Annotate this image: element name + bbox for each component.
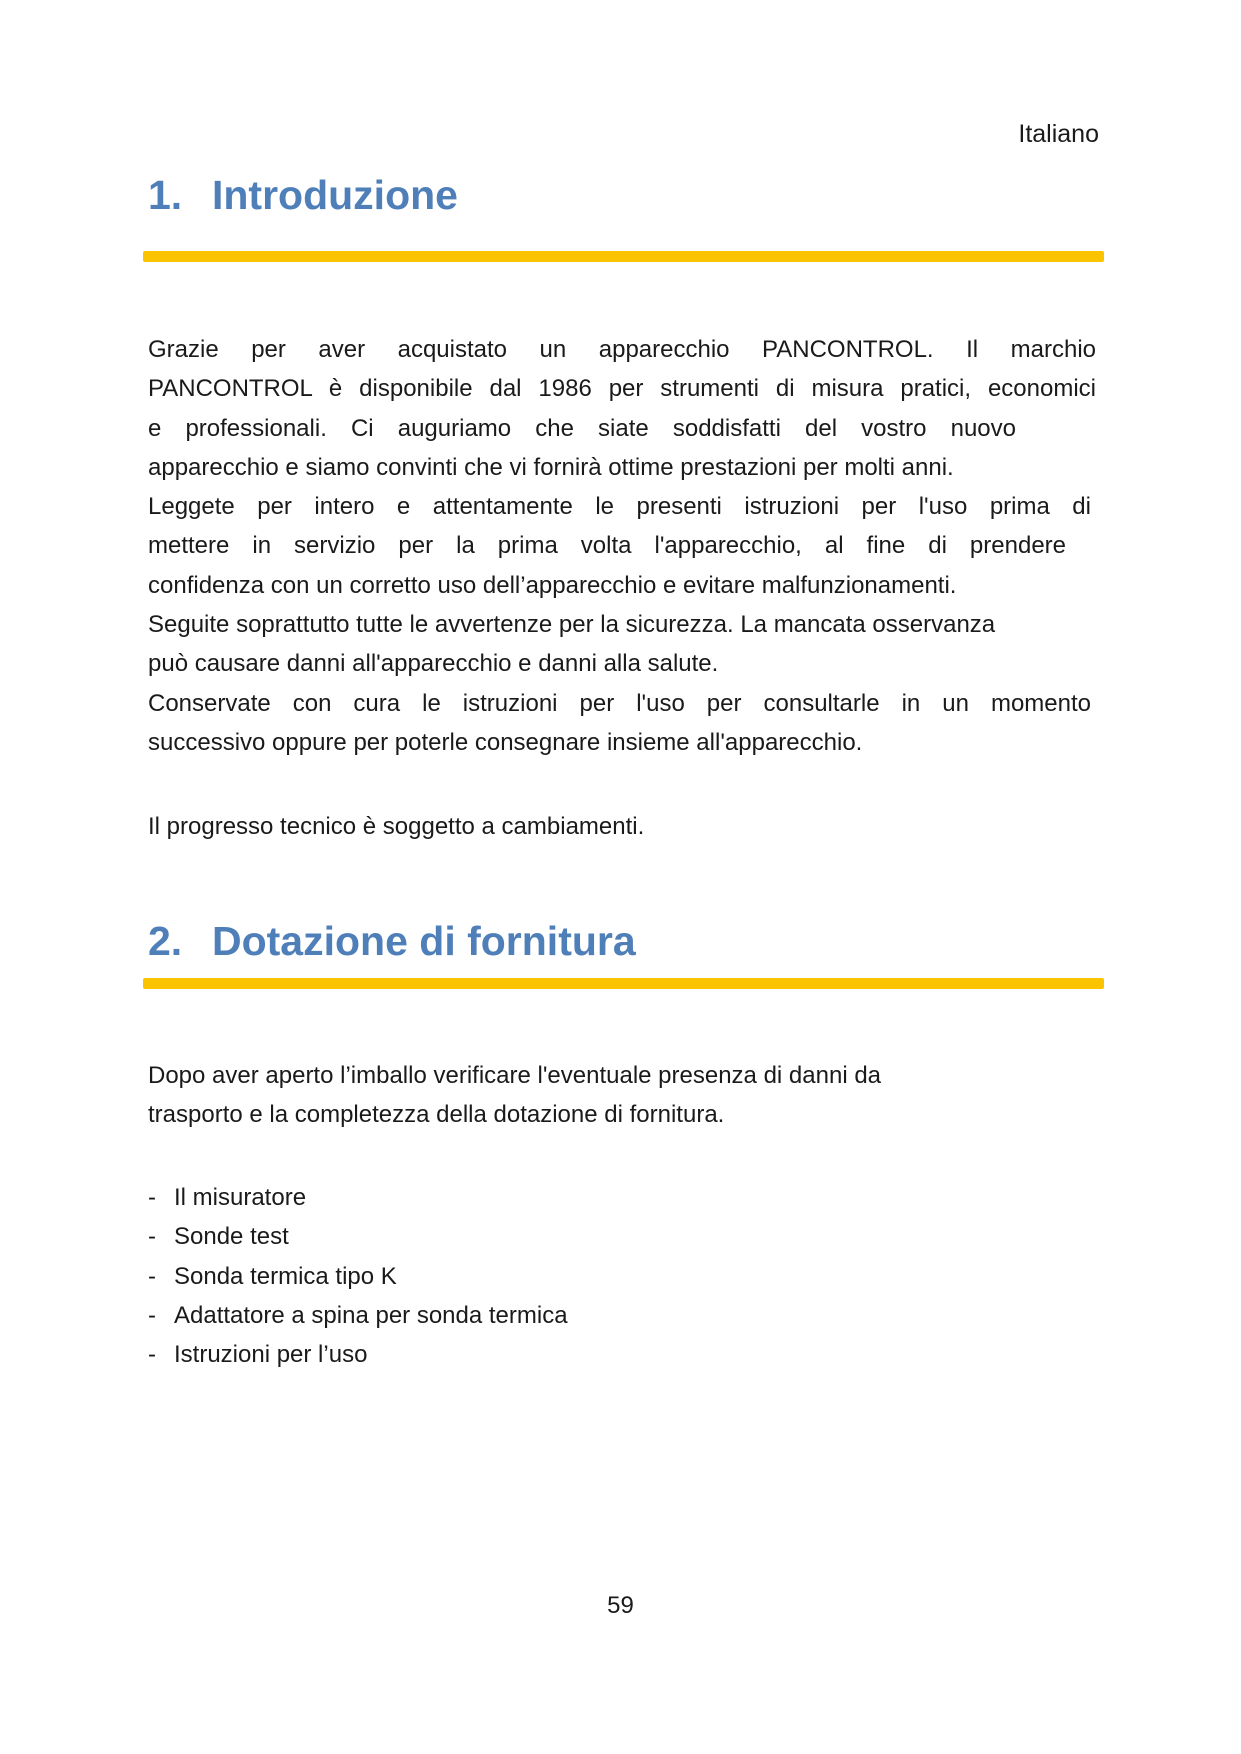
- list-item-text: Adattatore a spina per sonda termica: [174, 1301, 568, 1329]
- list-item: [148, 1178, 568, 1217]
- language-label: Italiano: [1018, 120, 1099, 148]
- paragraph-line: mettere in servizio per la prima volta l'apparecchio, al fine di prendere: [148, 532, 1066, 560]
- list-item-text: Sonda termica tipo K: [174, 1262, 397, 1290]
- section-title: Introduzione: [212, 172, 458, 218]
- page-number: 59: [607, 1592, 634, 1619]
- section-title: Dotazione di fornitura: [212, 918, 636, 964]
- section-divider: [143, 251, 1104, 262]
- supply-paragraph: [148, 1056, 1096, 1135]
- paragraph-line: Leggete per intero e attentamente le presenti istruzioni per l'uso prima di: [148, 493, 1091, 521]
- list-item: [148, 1217, 568, 1256]
- paragraph-line: Dopo aver aperto l’imballo verificare l'eventuale presenza di danni da: [148, 1062, 882, 1089]
- paragraph-line: successivo oppure per poterle consegnare insieme all'apparecchio.: [148, 728, 863, 756]
- list-item-text: Il misuratore: [174, 1184, 307, 1211]
- bullet-dash: -: [148, 1184, 156, 1211]
- list-item-text: Sonde test: [174, 1223, 289, 1251]
- bullet-dash: -: [148, 1301, 156, 1329]
- paragraph-line: e professionali. Ci auguriamo che siate soddisfatti del vostro nuovo: [148, 414, 1016, 442]
- section-heading-introduzione: [148, 170, 458, 220]
- paragraph-line: apparecchio e siamo convinti che vi fornirà ottime prestazioni per molti anni.: [148, 453, 954, 481]
- intro-paragraph: [148, 330, 1096, 762]
- bullet-dash: -: [148, 1223, 156, 1251]
- paragraph-line: confidenza con un corretto uso dell’apparecchio e evitare malfunzionamenti.: [148, 571, 957, 599]
- section-number: 2.: [148, 918, 183, 964]
- section-number: 1.: [148, 172, 183, 218]
- section-divider: [143, 978, 1104, 989]
- paragraph-line: trasporto e la completezza della dotazione di fornitura.: [148, 1101, 725, 1129]
- bullet-dash: -: [148, 1341, 156, 1369]
- paragraph-line: può causare danni all'apparecchio e danni alla salute.: [148, 650, 719, 678]
- bullet-dash: -: [148, 1262, 156, 1290]
- list-item: [148, 1296, 568, 1335]
- paragraph-line: Conservate con cura le istruzioni per l'uso per consultarle in un momento: [148, 689, 1091, 717]
- supply-list: [148, 1178, 568, 1374]
- paragraph-line: Grazie per aver acquistato un apparecchio PANCONTROL. Il marchio: [148, 336, 1096, 363]
- list-item-text: Istruzioni per l’uso: [174, 1341, 368, 1369]
- paragraph-line: PANCONTROL è disponibile dal 1986 per strumenti di misura pratici, economici: [148, 375, 1096, 403]
- technical-note: Il progresso tecnico è soggetto a cambiamenti.: [148, 813, 645, 840]
- list-item: [148, 1257, 568, 1296]
- paragraph-line: Seguite soprattutto tutte le avvertenze per la sicurezza. La mancata osservanza: [148, 611, 996, 639]
- list-item: [148, 1335, 568, 1374]
- section-heading-dotazione: [148, 916, 636, 966]
